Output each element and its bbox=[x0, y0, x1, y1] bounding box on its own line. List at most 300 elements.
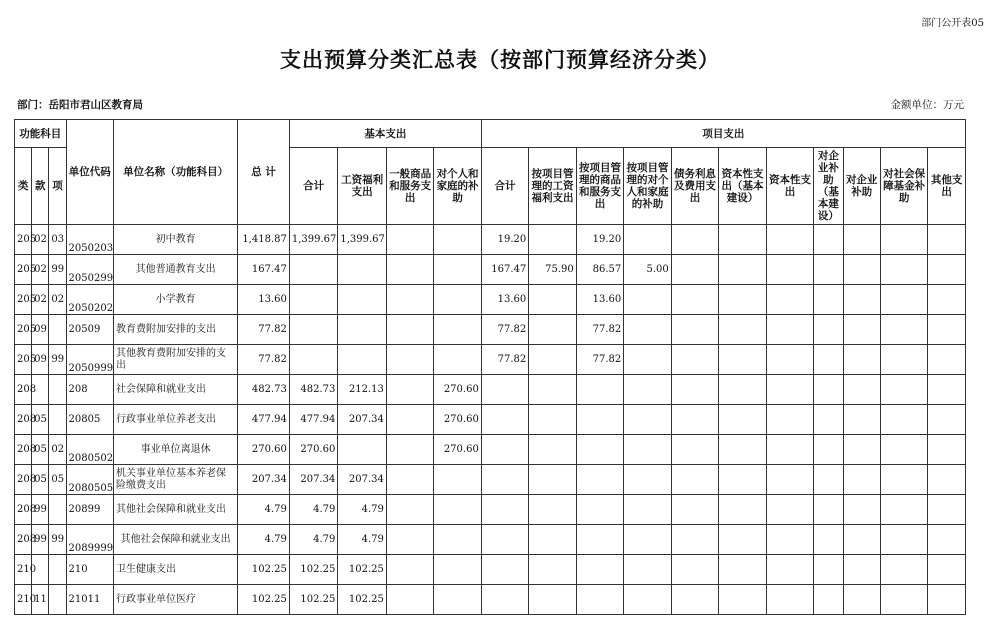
unit-name-cell: 其他教育费附加安排的支出 bbox=[114, 345, 238, 375]
empty-cell bbox=[928, 255, 966, 285]
unit-code-cell: 20805 bbox=[66, 405, 113, 435]
basic-wage-header: 工资福利支出 bbox=[338, 148, 387, 225]
total-cell: 477.94 bbox=[238, 405, 290, 435]
basic-sum-cell: 1,399.67 bbox=[289, 225, 338, 255]
project-person-cell bbox=[624, 405, 671, 435]
unit-name-cell: 初中教育 bbox=[114, 225, 238, 255]
project-sum-cell bbox=[481, 585, 528, 615]
unit-name-cell: 社会保障和就业支出 bbox=[114, 375, 238, 405]
xiang-cell bbox=[49, 585, 66, 615]
project-goods-cell bbox=[576, 585, 623, 615]
project-goods-cell: 77.82 bbox=[576, 345, 623, 375]
project-sum-cell bbox=[481, 465, 528, 495]
empty-cell bbox=[719, 375, 766, 405]
empty-cell bbox=[843, 465, 880, 495]
basic-person-cell bbox=[434, 525, 481, 555]
basic-goods-cell bbox=[386, 225, 433, 255]
empty-cell bbox=[814, 435, 843, 465]
unit-code-cell: 2080505 bbox=[66, 465, 113, 495]
basic-sum-header: 合计 bbox=[289, 148, 338, 225]
basic-person-cell bbox=[434, 225, 481, 255]
empty-cell bbox=[880, 345, 927, 375]
basic-sum-cell bbox=[289, 345, 338, 375]
empty-cell bbox=[766, 285, 813, 315]
empty-cell bbox=[671, 375, 718, 405]
basic-goods-cell bbox=[386, 435, 433, 465]
total-cell: 270.60 bbox=[238, 435, 290, 465]
total-cell: 4.79 bbox=[238, 495, 290, 525]
total-cell: 77.82 bbox=[238, 315, 290, 345]
empty-cell bbox=[843, 435, 880, 465]
social-security-fund-header: 对社会保障基金补助 bbox=[880, 148, 927, 225]
basic-goods-cell bbox=[386, 315, 433, 345]
basic-person-cell bbox=[434, 495, 481, 525]
project-wage-cell: 75.90 bbox=[529, 255, 576, 285]
basic-wage-cell: 207.34 bbox=[338, 465, 387, 495]
other-expenditure-header: 其他支出 bbox=[928, 148, 966, 225]
project-wage-cell bbox=[529, 375, 576, 405]
project-sum-cell bbox=[481, 525, 528, 555]
empty-cell bbox=[814, 255, 843, 285]
unit-name-cell: 行政事业单位医疗 bbox=[114, 585, 238, 615]
basic-wage-cell bbox=[338, 315, 387, 345]
empty-cell bbox=[814, 405, 843, 435]
total-cell: 77.82 bbox=[238, 345, 290, 375]
table-row bbox=[15, 315, 966, 345]
project-sum-cell bbox=[481, 555, 528, 585]
basic-person-cell bbox=[434, 585, 481, 615]
empty-cell bbox=[766, 255, 813, 285]
empty-cell bbox=[719, 495, 766, 525]
empty-cell bbox=[719, 285, 766, 315]
empty-cell bbox=[880, 225, 927, 255]
project-sum-cell: 19.20 bbox=[481, 225, 528, 255]
empty-cell bbox=[843, 525, 880, 555]
project-person-cell bbox=[624, 435, 671, 465]
basic-goods-cell bbox=[386, 555, 433, 585]
empty-cell bbox=[928, 345, 966, 375]
basic-person-cell: 270.60 bbox=[434, 405, 481, 435]
project-wage-cell bbox=[529, 585, 576, 615]
project-sum-header: 合计 bbox=[481, 148, 528, 225]
lei-cell: 208 bbox=[15, 405, 32, 435]
project-wage-cell bbox=[529, 405, 576, 435]
xiang-cell bbox=[49, 375, 66, 405]
basic-person-cell bbox=[434, 315, 481, 345]
project-wage-cell bbox=[529, 465, 576, 495]
unit-name-cell: 小学教育 bbox=[114, 285, 238, 315]
lei-cell: 210 bbox=[15, 555, 32, 585]
empty-cell bbox=[880, 555, 927, 585]
lei-cell: 208 bbox=[15, 525, 32, 555]
empty-cell bbox=[671, 285, 718, 315]
xiang-cell: 99 bbox=[49, 345, 66, 375]
project-goods-cell bbox=[576, 435, 623, 465]
basic-person-cell bbox=[434, 285, 481, 315]
empty-cell bbox=[766, 525, 813, 555]
project-sum-cell: 77.82 bbox=[481, 315, 528, 345]
project-person-cell bbox=[624, 555, 671, 585]
empty-cell bbox=[719, 345, 766, 375]
unit-name-header: 单位名称（功能科目） bbox=[114, 120, 238, 225]
basic-person-cell bbox=[434, 465, 481, 495]
empty-cell bbox=[928, 585, 966, 615]
project-expenditure-header: 项目支出 bbox=[481, 120, 965, 148]
basic-expenditure-header: 基本支出 bbox=[289, 120, 481, 148]
unit-code-cell: 20509 bbox=[66, 315, 113, 345]
xiang-cell bbox=[49, 495, 66, 525]
empty-cell bbox=[814, 315, 843, 345]
kuan-cell: 09 bbox=[32, 315, 49, 345]
empty-cell bbox=[928, 525, 966, 555]
lei-cell: 205 bbox=[15, 285, 32, 315]
table-row bbox=[15, 405, 966, 435]
unit-code-cell: 210 bbox=[66, 555, 113, 585]
empty-cell bbox=[843, 555, 880, 585]
unit-name-cell: 其他普通教育支出 bbox=[114, 255, 238, 285]
project-goods-cell: 19.20 bbox=[576, 225, 623, 255]
empty-cell bbox=[671, 225, 718, 255]
total-cell: 4.79 bbox=[238, 525, 290, 555]
project-person-cell bbox=[624, 465, 671, 495]
basic-sum-cell: 102.25 bbox=[289, 585, 338, 615]
empty-cell bbox=[880, 315, 927, 345]
project-person-cell bbox=[624, 225, 671, 255]
empty-cell bbox=[928, 435, 966, 465]
capital-construction-header: 资本性支出（基本建设） bbox=[719, 148, 766, 225]
basic-person-cell bbox=[434, 345, 481, 375]
empty-cell bbox=[843, 345, 880, 375]
empty-cell bbox=[880, 285, 927, 315]
project-person-cell bbox=[624, 495, 671, 525]
table-row bbox=[15, 465, 966, 495]
empty-cell bbox=[671, 585, 718, 615]
expenditure-summary-table bbox=[14, 119, 966, 615]
basic-wage-cell bbox=[338, 435, 387, 465]
kuan-cell: 05 bbox=[32, 465, 49, 495]
table-row bbox=[15, 375, 966, 405]
xiang-cell: 02 bbox=[49, 285, 66, 315]
basic-wage-cell: 207.34 bbox=[338, 405, 387, 435]
basic-wage-cell: 102.25 bbox=[338, 585, 387, 615]
empty-cell bbox=[814, 225, 843, 255]
project-sum-cell: 13.60 bbox=[481, 285, 528, 315]
empty-cell bbox=[880, 495, 927, 525]
empty-cell bbox=[719, 585, 766, 615]
empty-cell bbox=[814, 495, 843, 525]
project-sum-cell: 167.47 bbox=[481, 255, 528, 285]
empty-cell bbox=[671, 525, 718, 555]
table-row bbox=[15, 495, 966, 525]
unit-code-cell: 2089999 bbox=[66, 525, 113, 555]
lei-header: 类 bbox=[15, 148, 32, 225]
project-wage-cell bbox=[529, 495, 576, 525]
project-person-cell bbox=[624, 315, 671, 345]
enterprise-subsidy-header: 对企业补助 bbox=[843, 148, 880, 225]
empty-cell bbox=[766, 345, 813, 375]
unit-name-cell: 其他社会保障和就业支出 bbox=[114, 525, 238, 555]
total-cell: 482.73 bbox=[238, 375, 290, 405]
basic-goods-cell bbox=[386, 465, 433, 495]
debt-interest-header: 债务利息及费用支出 bbox=[671, 148, 718, 225]
basic-sum-cell: 207.34 bbox=[289, 465, 338, 495]
xiang-cell: 03 bbox=[49, 225, 66, 255]
xiang-cell bbox=[49, 555, 66, 585]
empty-cell bbox=[766, 435, 813, 465]
empty-cell bbox=[719, 405, 766, 435]
table-row bbox=[15, 255, 966, 285]
project-wage-cell bbox=[529, 555, 576, 585]
empty-cell bbox=[843, 255, 880, 285]
empty-cell bbox=[814, 585, 843, 615]
empty-cell bbox=[671, 345, 718, 375]
basic-person-cell bbox=[434, 255, 481, 285]
table-row bbox=[15, 225, 966, 255]
basic-wage-cell bbox=[338, 285, 387, 315]
unit-code-cell: 20899 bbox=[66, 495, 113, 525]
empty-cell bbox=[766, 225, 813, 255]
empty-cell bbox=[843, 225, 880, 255]
project-person-cell bbox=[624, 585, 671, 615]
empty-cell bbox=[928, 375, 966, 405]
lei-cell: 208 bbox=[15, 465, 32, 495]
empty-cell bbox=[843, 585, 880, 615]
basic-sum-cell: 4.79 bbox=[289, 525, 338, 555]
basic-person-cell bbox=[434, 555, 481, 585]
empty-cell bbox=[766, 465, 813, 495]
empty-cell bbox=[928, 495, 966, 525]
basic-sum-cell: 482.73 bbox=[289, 375, 338, 405]
empty-cell bbox=[928, 315, 966, 345]
empty-cell bbox=[766, 375, 813, 405]
empty-cell bbox=[671, 405, 718, 435]
table-row bbox=[15, 555, 966, 585]
kuan-cell: 05 bbox=[32, 435, 49, 465]
basic-goods-cell bbox=[386, 585, 433, 615]
empty-cell bbox=[880, 375, 927, 405]
lei-cell: 205 bbox=[15, 255, 32, 285]
lei-cell: 205 bbox=[15, 345, 32, 375]
kuan-header: 款 bbox=[32, 148, 49, 225]
project-wage-cell bbox=[529, 345, 576, 375]
empty-cell bbox=[928, 285, 966, 315]
unit-name-cell: 其他社会保障和就业支出 bbox=[114, 495, 238, 525]
basic-person-cell: 270.60 bbox=[434, 375, 481, 405]
basic-goods-cell bbox=[386, 495, 433, 525]
empty-cell bbox=[719, 555, 766, 585]
basic-goods-cell bbox=[386, 255, 433, 285]
empty-cell bbox=[671, 435, 718, 465]
empty-cell bbox=[719, 255, 766, 285]
kuan-cell: 02 bbox=[32, 285, 49, 315]
unit-code-cell: 21011 bbox=[66, 585, 113, 615]
project-wage-cell bbox=[529, 285, 576, 315]
project-sum-cell bbox=[481, 435, 528, 465]
unit-name-cell: 行政事业单位养老支出 bbox=[114, 405, 238, 435]
project-goods-cell bbox=[576, 525, 623, 555]
basic-wage-cell bbox=[338, 255, 387, 285]
empty-cell bbox=[843, 315, 880, 345]
empty-cell bbox=[843, 495, 880, 525]
table-body bbox=[15, 225, 966, 615]
project-person-cell bbox=[624, 285, 671, 315]
basic-goods-cell bbox=[386, 405, 433, 435]
project-goods-cell: 77.82 bbox=[576, 315, 623, 345]
department-label: 部门：岳阳市君山区教育局 bbox=[17, 99, 143, 111]
basic-wage-cell bbox=[338, 345, 387, 375]
table-row bbox=[15, 285, 966, 315]
total-cell: 207.34 bbox=[238, 465, 290, 495]
func-subject-header: 功能科目 bbox=[15, 120, 67, 148]
basic-wage-cell: 212.13 bbox=[338, 375, 387, 405]
lei-cell: 205 bbox=[15, 315, 32, 345]
table-row bbox=[15, 525, 966, 555]
empty-cell bbox=[671, 315, 718, 345]
project-sum-cell bbox=[481, 405, 528, 435]
project-person-header: 按项目管理的对个人和家庭的补助 bbox=[624, 148, 671, 225]
lei-cell: 205 bbox=[15, 225, 32, 255]
project-sum-cell: 77.82 bbox=[481, 345, 528, 375]
empty-cell bbox=[928, 405, 966, 435]
empty-cell bbox=[814, 345, 843, 375]
unit-code-cell: 2050202 bbox=[66, 285, 113, 315]
lei-cell: 208 bbox=[15, 375, 32, 405]
unit-name-cell: 事业单位离退休 bbox=[114, 435, 238, 465]
empty-cell bbox=[671, 465, 718, 495]
basic-sum-cell: 270.60 bbox=[289, 435, 338, 465]
table-row bbox=[15, 345, 966, 375]
total-cell: 102.25 bbox=[238, 585, 290, 615]
project-goods-cell bbox=[576, 375, 623, 405]
table-number-label: 部门公开表05 bbox=[921, 18, 984, 29]
basic-wage-cell: 4.79 bbox=[338, 495, 387, 525]
lei-cell: 208 bbox=[15, 495, 32, 525]
empty-cell bbox=[719, 525, 766, 555]
unit-code-cell: 2080502 bbox=[66, 435, 113, 465]
empty-cell bbox=[671, 255, 718, 285]
empty-cell bbox=[719, 435, 766, 465]
empty-cell bbox=[719, 465, 766, 495]
empty-cell bbox=[671, 495, 718, 525]
kuan-cell: 99 bbox=[32, 495, 49, 525]
capital-header: 资本性支出 bbox=[766, 148, 813, 225]
lei-cell: 208 bbox=[15, 435, 32, 465]
xiang-cell: 99 bbox=[49, 255, 66, 285]
table-row bbox=[15, 435, 966, 465]
project-goods-cell bbox=[576, 495, 623, 525]
empty-cell bbox=[814, 465, 843, 495]
basic-sum-cell: 102.25 bbox=[289, 555, 338, 585]
empty-cell bbox=[814, 555, 843, 585]
basic-goods-cell bbox=[386, 375, 433, 405]
empty-cell bbox=[766, 555, 813, 585]
project-sum-cell bbox=[481, 495, 528, 525]
empty-cell bbox=[928, 465, 966, 495]
project-wage-cell bbox=[529, 315, 576, 345]
empty-cell bbox=[843, 375, 880, 405]
kuan-cell: 99 bbox=[32, 525, 49, 555]
empty-cell bbox=[719, 315, 766, 345]
unit-code-cell: 2050299 bbox=[66, 255, 113, 285]
empty-cell bbox=[671, 555, 718, 585]
total-cell: 1,418.87 bbox=[238, 225, 290, 255]
empty-cell bbox=[814, 285, 843, 315]
empty-cell bbox=[880, 435, 927, 465]
xiang-cell: 05 bbox=[49, 465, 66, 495]
lei-cell: 210 bbox=[15, 585, 32, 615]
project-wage-header: 按项目管理的工资福利支出 bbox=[529, 148, 576, 225]
project-goods-cell: 13.60 bbox=[576, 285, 623, 315]
basic-goods-cell bbox=[386, 345, 433, 375]
basic-sum-cell bbox=[289, 255, 338, 285]
basic-goods-header: 一般商品和服务支出 bbox=[386, 148, 433, 225]
basic-person-cell: 270.60 bbox=[434, 435, 481, 465]
unit-code-cell: 208 bbox=[66, 375, 113, 405]
unit-code-header: 单位代码 bbox=[66, 120, 113, 225]
kuan-cell: 05 bbox=[32, 405, 49, 435]
project-person-cell bbox=[624, 525, 671, 555]
project-goods-cell bbox=[576, 405, 623, 435]
project-person-cell bbox=[624, 345, 671, 375]
basic-sum-cell: 4.79 bbox=[289, 495, 338, 525]
kuan-cell: 09 bbox=[32, 345, 49, 375]
basic-goods-cell bbox=[386, 285, 433, 315]
table-row bbox=[15, 585, 966, 615]
total-cell: 13.60 bbox=[238, 285, 290, 315]
kuan-cell: 11 bbox=[32, 585, 49, 615]
project-goods-header: 按项目管理的商品和服务支出 bbox=[576, 148, 623, 225]
empty-cell bbox=[928, 225, 966, 255]
project-wage-cell bbox=[529, 225, 576, 255]
basic-wage-cell: 4.79 bbox=[338, 525, 387, 555]
amount-unit-label: 金额单位：万元 bbox=[890, 99, 964, 111]
xiang-cell bbox=[49, 405, 66, 435]
empty-cell bbox=[928, 555, 966, 585]
enterprise-construction-subsidy-header: 对企业补助（基本建设） bbox=[814, 148, 843, 225]
empty-cell bbox=[880, 255, 927, 285]
xiang-cell: 02 bbox=[49, 435, 66, 465]
total-header: 总 计 bbox=[238, 120, 290, 225]
kuan-cell: 02 bbox=[32, 255, 49, 285]
unit-code-cell: 2050203 bbox=[66, 225, 113, 255]
basic-sum-cell: 477.94 bbox=[289, 405, 338, 435]
basic-wage-cell: 102.25 bbox=[338, 555, 387, 585]
unit-name-cell: 卫生健康支出 bbox=[114, 555, 238, 585]
basic-goods-cell bbox=[386, 525, 433, 555]
project-sum-cell bbox=[481, 375, 528, 405]
basic-person-header: 对个人和家庭的补助 bbox=[434, 148, 481, 225]
empty-cell bbox=[766, 405, 813, 435]
empty-cell bbox=[880, 465, 927, 495]
empty-cell bbox=[843, 405, 880, 435]
total-cell: 102.25 bbox=[238, 555, 290, 585]
project-wage-cell bbox=[529, 525, 576, 555]
xiang-cell bbox=[49, 315, 66, 345]
xiang-header: 项 bbox=[49, 148, 66, 225]
empty-cell bbox=[880, 405, 927, 435]
basic-sum-cell bbox=[289, 285, 338, 315]
project-goods-cell bbox=[576, 555, 623, 585]
project-goods-cell: 86.57 bbox=[576, 255, 623, 285]
project-goods-cell bbox=[576, 465, 623, 495]
empty-cell bbox=[843, 285, 880, 315]
project-wage-cell bbox=[529, 435, 576, 465]
basic-wage-cell: 1,399.67 bbox=[338, 225, 387, 255]
empty-cell bbox=[880, 585, 927, 615]
empty-cell bbox=[814, 375, 843, 405]
empty-cell bbox=[719, 225, 766, 255]
page-title: 支出预算分类汇总表（按部门预算经济分类） bbox=[280, 47, 720, 72]
